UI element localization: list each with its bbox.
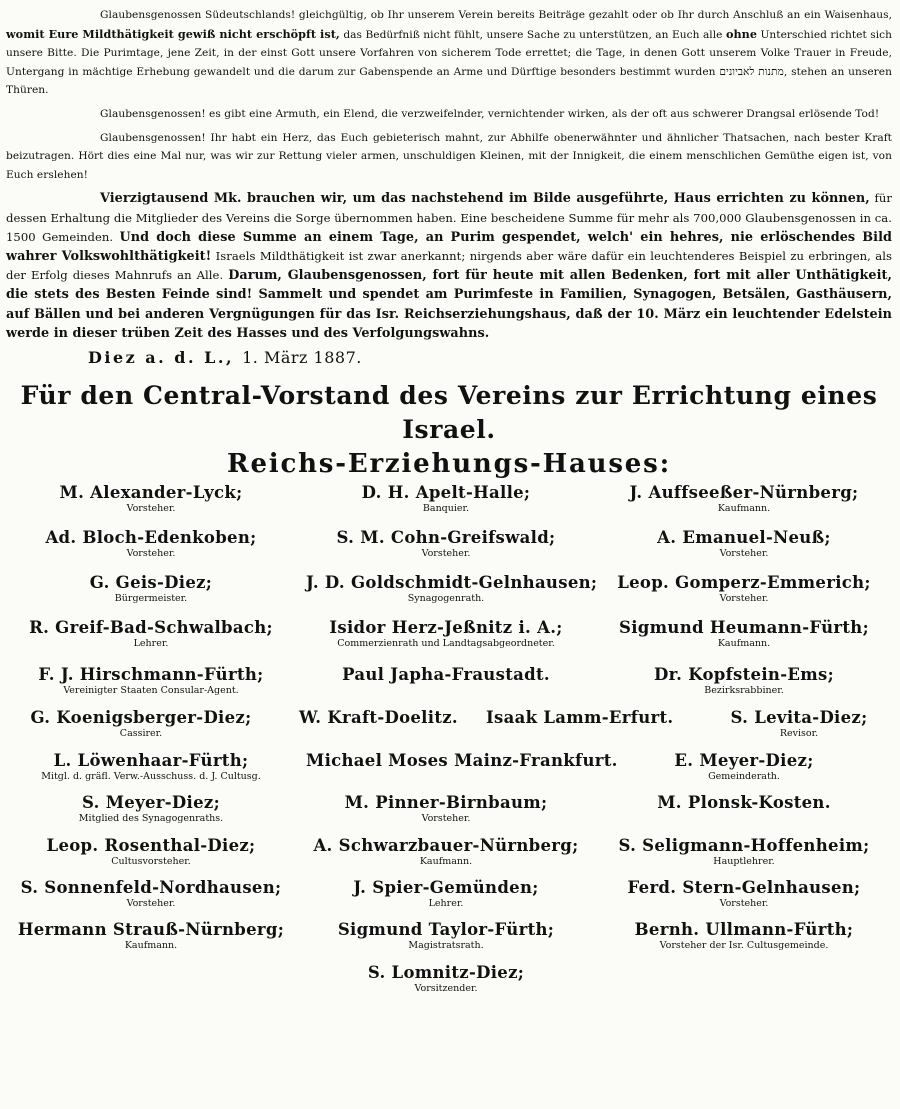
member-role: Kaufmann. xyxy=(124,939,178,951)
board-member xyxy=(6,751,296,783)
board-member xyxy=(6,793,296,825)
member-role: Vorsitzender. xyxy=(414,982,478,994)
member-name: Dr. Kopfstein-Ems; xyxy=(654,664,834,684)
member-role: Bürgermeister. xyxy=(114,592,188,604)
board-heading xyxy=(6,379,892,481)
board-member xyxy=(6,708,276,740)
board-member xyxy=(306,793,586,825)
paragraph-text: das Bedürfniß nicht fühlt, unsere Sache zu unterstützen, an Euch alle xyxy=(339,28,726,41)
member-name: Ferd. Stern-Gelnhausen; xyxy=(627,877,861,897)
member-name: Hermann Strauß-Nürnberg; xyxy=(17,919,285,939)
emphasized-text: Und doch diese Summe an einem Tage, an Purim gespendet, welch' ein hehres, nie erlöschendes Bild wahrer Volkswohlthätigkeit! xyxy=(6,229,892,264)
member-name: S. Levita-Diez; xyxy=(730,707,868,727)
member-role: Vorsteher. xyxy=(126,502,176,514)
board-member xyxy=(6,836,296,868)
member-name: D. H. Apelt-Halle; xyxy=(361,482,531,502)
paragraph-text: für dessen Erhaltung die Mitglieder des Vereins die Sorge übernommen haben. Eine bescheidene Summe für mehr als 700,000 Glaubensgenossen in ca. 1500 Gemeinden. xyxy=(6,191,893,244)
member-role: Magistratsrath. xyxy=(408,939,484,951)
board-member xyxy=(6,878,296,910)
paragraph-text: Glaubensgenossen Südeutschlands! gleichgültig, ob Ihr unserem Verein bereits Beiträge gezahlt oder ob Ihr durch Anschluß an ein Waisenhaus, xyxy=(100,9,892,21)
board-member xyxy=(306,920,586,952)
board-member xyxy=(596,836,892,868)
board-heading-line1: Für den Central-Vorstand des Vereins zur Errichtung eines Israel. xyxy=(20,380,878,444)
member-name: A. Emanuel-Neuß; xyxy=(657,527,831,547)
member-name: L. Löwenhaar-Fürth; xyxy=(53,750,249,770)
board-member xyxy=(6,573,296,605)
member-name: S. Seligmann-Hoffenheim; xyxy=(618,835,870,855)
board-member xyxy=(596,483,892,515)
board-heading-line2: Reichs-Erziehungs-Hauses: xyxy=(227,448,671,479)
board-member xyxy=(596,665,892,697)
member-name: G. Geis-Diez; xyxy=(89,572,213,592)
member-role: Vorsteher. xyxy=(126,547,176,559)
member-name: G. Koenigsberger-Diez; xyxy=(30,707,252,727)
board-members-list xyxy=(6,483,892,1043)
member-name: M. Pinner-Birnbaum; xyxy=(344,792,548,812)
board-member xyxy=(6,528,296,560)
member-role: Gemeinderath. xyxy=(708,770,780,782)
member-name: Michael Moses Mainz-Frankfurt. xyxy=(306,750,618,770)
appeal-paragraph xyxy=(6,129,892,185)
member-name: S. Sonnenfeld-Nordhausen; xyxy=(20,877,282,897)
member-role: Revisor. xyxy=(779,727,819,739)
member-role: Lehrer. xyxy=(133,637,169,649)
paragraph-text: Glaubensgenossen! es gibt eine Armuth, ein Elend, die verzweifelnder, vernichtender wirken, als der oft aus schwerer Drangsal erlösende Tod! xyxy=(100,107,880,120)
member-name: M. Alexander-Lyck; xyxy=(59,482,243,502)
member-role: Hauptlehrer. xyxy=(713,855,775,867)
member-role: Vorsteher. xyxy=(719,897,769,909)
paragraph-text: Glaubensgenossen! Ihr habt ein Herz, das Euch gebieterisch mahnt, zur Abhilfe obenerwähnter und ähnlicher Thatsachen, nach bester Kraft beizutragen. Hört dies eine Mal nur, was wir zur Rettung vieler armen, unschuldigen Kleinen, mit der Innigkeit, die einem menschlichen Gemüthe eigen ist, von Euch erslehen! xyxy=(6,131,892,181)
member-role: Banquier. xyxy=(422,502,470,514)
member-name: Isidor Herz-Jeßnitz i. A.; xyxy=(329,617,563,637)
member-name: S. Lomnitz-Diez; xyxy=(367,962,525,982)
paragraph-text: Israels Mildthätigkeit ist zwar anerkannt; nirgends aber wäre dafür ein leuchtenderes Beispiel zu erbringen, als der Erfolg dieses Mahnrufs an Alle. xyxy=(6,248,893,283)
board-member xyxy=(706,708,892,740)
board-member xyxy=(596,878,892,910)
board-member xyxy=(306,750,618,770)
member-name: J. Auffseeßer-Nürnberg; xyxy=(629,482,859,502)
board-member xyxy=(306,963,586,995)
member-name: Sigmund Heumann-Fürth; xyxy=(619,617,869,637)
member-name: Paul Japha-Fraustadt. xyxy=(342,664,550,684)
board-member xyxy=(306,572,598,605)
member-role: Vorsteher der Isr. Cultusgemeinde. xyxy=(659,939,829,951)
board-member xyxy=(306,665,586,684)
board-member xyxy=(486,707,674,727)
member-role: Cultusvorsteher. xyxy=(111,855,191,867)
member-name: J. D. Goldschmidt-Gelnhausen; xyxy=(306,572,598,592)
emphasized-text: Darum, Glaubensgenossen, fort für heute mit allen Bedenken, fort mit aller Unthätigkeit, die stets des Besten Feinde sind! Sammelt und spendet am Purimfeste in Familien, Synagogen, Betsälen, Gasthäusern, auf Bällen und bei anderen Vergnügungen für das Isr. Reichserziehungshaus, daß der 10. März ein leuchtender Edelstein werde in dieser trüben Zeit des Hasses und des Verfolgungswahns. xyxy=(6,268,892,341)
member-name: Leop. Gomperz-Emmerich; xyxy=(617,572,871,592)
board-member xyxy=(6,483,296,515)
member-role: Mitgl. d. gräfl. Verw.-Ausschuss. d. J. Cultusg. xyxy=(41,770,261,782)
emphasized-text: ohne xyxy=(725,26,758,41)
appeal-paragraph xyxy=(6,6,892,100)
member-role: Kaufmann. xyxy=(717,637,771,649)
member-name: Ad. Bloch-Edenkoben; xyxy=(45,527,257,547)
board-member xyxy=(596,793,892,812)
member-name: E. Meyer-Diez; xyxy=(674,750,814,770)
board-member xyxy=(306,878,586,910)
member-role: Vorsteher. xyxy=(719,592,769,604)
emphasized-text: womit Eure Mildthätigkeit gewiß nicht erschöpft ist, xyxy=(6,26,340,41)
member-name: Leop. Rosenthal-Diez; xyxy=(46,835,256,855)
member-role: Mitglied des Synagogenraths. xyxy=(78,812,224,824)
member-role: Vorsteher. xyxy=(421,812,471,824)
member-name: J. Spier-Gemünden; xyxy=(353,877,539,897)
member-name: S. M. Cohn-Greifswald; xyxy=(336,527,556,547)
board-member xyxy=(596,618,892,650)
member-role: Commerzienrath und Landtagsabgeordneter. xyxy=(337,637,555,649)
member-name: Isaak Lamm-Erfurt. xyxy=(486,707,674,727)
member-role: Lehrer. xyxy=(428,897,464,909)
board-member xyxy=(306,528,586,560)
member-name: R. Greif-Bad-Schwalbach; xyxy=(29,617,273,637)
emphasized-text: Vierzigtausend Mk. brauchen wir, um das nachstehend im Bilde ausgeführte, Haus errichten zu können, xyxy=(100,191,870,207)
member-name: M. Plonsk-Kosten. xyxy=(657,792,831,812)
board-member xyxy=(6,665,296,697)
dateline xyxy=(88,348,892,367)
member-role: Vorsteher. xyxy=(421,547,471,559)
appeal-paragraph xyxy=(6,189,892,343)
dateline-date: 1. März 1887. xyxy=(242,347,362,367)
member-role: Vorsteher. xyxy=(719,547,769,559)
appeal-paragraph xyxy=(6,105,892,124)
member-name: W. Kraft-Doelitz. xyxy=(299,707,458,727)
member-role: Vereinigter Staaten Consular-Agent. xyxy=(63,684,239,696)
board-member xyxy=(271,708,486,727)
paragraph-text: Unterschied richtet sich unsere Bitte. Die Purimtage, jene Zeit, in der einst Gott unsere Vorfahren von sicherem Tode errettet; die Tage, in denen Gott unserem Volke Trauer in Freude, Untergang in mächtige Erhebung gewandelt und die darum zur Gabenspende an Arme und Dürftige besonders bestimmt wurden מתנות לאביונים, stehen an unseren Thüren. xyxy=(6,28,892,97)
member-name: A. Schwarzbauer-Nürnberg; xyxy=(313,835,579,855)
member-role: Vorsteher. xyxy=(126,897,176,909)
member-role: Bezirksrabbiner. xyxy=(704,684,784,696)
member-role: Kaufmann. xyxy=(419,855,473,867)
member-name: Bernh. Ullmann-Fürth; xyxy=(634,919,854,939)
board-member xyxy=(596,920,892,952)
appeal-text xyxy=(6,6,892,343)
board-member xyxy=(306,483,586,515)
board-member xyxy=(596,751,892,783)
board-member xyxy=(6,618,296,650)
member-name: F. J. Hirschmann-Fürth; xyxy=(38,664,264,684)
member-name: S. Meyer-Diez; xyxy=(82,792,220,812)
member-role: Kaufmann. xyxy=(717,502,771,514)
board-member xyxy=(596,573,892,605)
member-role: Synagogenrath. xyxy=(407,592,485,604)
board-member xyxy=(306,618,586,650)
board-member xyxy=(6,920,296,952)
member-name: Sigmund Taylor-Fürth; xyxy=(337,919,555,939)
board-member xyxy=(306,836,586,868)
board-member xyxy=(596,528,892,560)
member-role: Cassirer. xyxy=(119,727,163,739)
dateline-place: Diez a. d. L., xyxy=(88,347,235,367)
